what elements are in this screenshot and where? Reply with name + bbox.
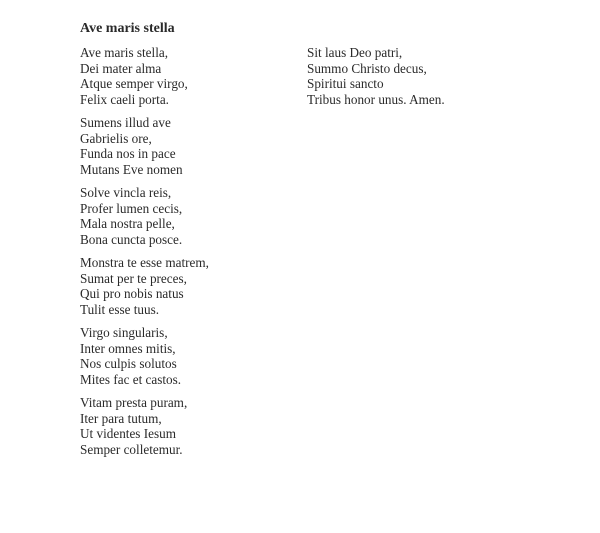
verse-line: Bona cuncta posce. (80, 231, 183, 247)
verse-line: Profer lumen cecis, (80, 200, 183, 216)
poem-title: Ave maris stella (80, 21, 175, 36)
verse-line: Tulit esse tuus. (80, 301, 160, 317)
verse-line: Semper colletemur. (80, 441, 183, 457)
stanza (307, 45, 445, 107)
verse-line: Gabrielis ore, (80, 130, 152, 146)
stanza (80, 115, 209, 177)
verse-line: Inter omnes mitis, (80, 340, 176, 356)
verse-line: Sit laus Deo patri, (307, 45, 403, 60)
stanza (80, 45, 209, 107)
verse-line: Mutans Eve nomen (80, 161, 183, 177)
verse-line: Ave maris stella, (80, 45, 169, 60)
verse-line: Ut videntes Iesum (80, 426, 176, 441)
poem-column-right (307, 45, 445, 115)
verse-line: Spiritui sancto (307, 76, 384, 91)
verse-line: Mala nostra pelle, (80, 216, 175, 231)
stanza (80, 185, 209, 247)
verse-line: Sumat per te preces, (80, 270, 187, 286)
stanza (80, 325, 209, 387)
verse-line: Vitam presta puram, (80, 395, 188, 410)
verse-line: Iter para tutum, (80, 410, 162, 426)
verse-line: Mites fac et castos. (80, 371, 182, 387)
verse-line: Dei mater alma (80, 60, 162, 76)
verse-line: Tribus honor unus. Amen. (307, 91, 445, 107)
poem-column-left (80, 45, 209, 465)
verse-line: Atque semper virgo, (80, 76, 188, 91)
verse-line: Solve vincla reis, (80, 185, 172, 200)
verse-line: Monstra te esse matrem, (80, 255, 209, 270)
stanza (80, 255, 209, 317)
stanza (80, 395, 209, 457)
verse-line: Summo Christo decus, (307, 60, 427, 76)
verse-line: Funda nos in pace (80, 146, 176, 161)
verse-line: Virgo singularis, (80, 325, 168, 340)
verse-line: Qui pro nobis natus (80, 286, 184, 301)
verse-line: Sumens illud ave (80, 115, 171, 130)
verse-line: Nos culpis solutos (80, 356, 177, 371)
verse-line: Felix caeli porta. (80, 91, 169, 107)
